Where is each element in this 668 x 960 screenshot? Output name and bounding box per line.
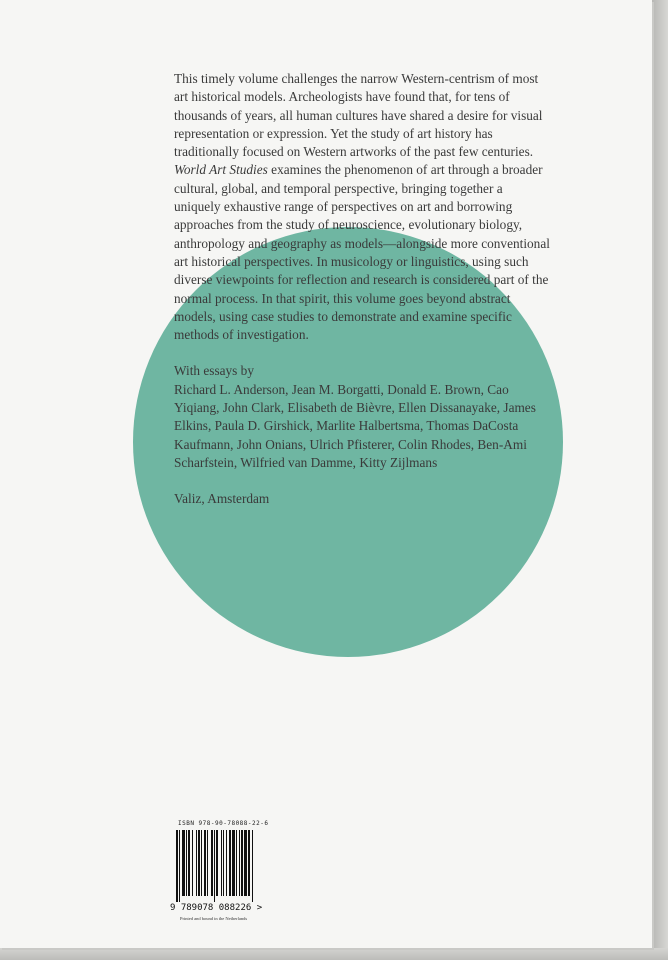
barcode-icon	[176, 830, 280, 902]
barcode-digits: 9 789078 088226 >	[170, 903, 263, 913]
blurb-part1: This timely volume challenges the narrow Western-centrism of most art historical models. Archeologists have found that, for tens of thousands of years, all human cultures have shared a desire for visual representation or expression. Yet the study of art history has traditionally focused on Western artworks of the past few centuries.	[174, 71, 543, 160]
essays-heading: With essays by	[174, 363, 254, 379]
blurb-part2: examines the phenomenon of art through a broader cultural, global, and temporal perspective, bringing together a uniquely exhaustive range of perspectives on art and borrowing approaches from the study of neuroscience, evolutionary biology, anthropology and geography as models—alongside more conventional art historical perspectives. In musicology or linguistics, using such diverse viewpoints for reflection and research is considered part of the normal process. In that spirit, this volume goes beyond abstract models, using case studies to demonstrate and examine specific methods of investigation.	[174, 162, 550, 343]
blurb-paragraph	[174, 70, 552, 344]
cover-text	[174, 70, 552, 509]
barcode-block	[170, 820, 290, 920]
isbn-label: ISBN 978-90-78088-22-6	[178, 820, 269, 827]
page-edge-right	[652, 0, 668, 960]
book-title-italic: World Art Studies	[174, 162, 268, 178]
page-edge-bottom	[0, 948, 668, 960]
publisher: Valiz, Amsterdam	[174, 491, 270, 507]
essays-authors: Richard L. Anderson, Jean M. Borgatti, Donald E. Brown, Cao Yiqiang, John Clark, Elisabeth de Bièvre, Ellen Dissanayake, James Elkins, Paula D. Girshick, Marlite Halbertsma, Thomas DaCosta Kaufmann, John Onians, Ulrich Pfisterer, Colin Rhodes, Ben-Ami Scharfstein, Wilfried van Damme, Kitty Zijlmans	[174, 381, 536, 470]
printed-note: Printed and bound in the Netherlands	[180, 916, 248, 921]
